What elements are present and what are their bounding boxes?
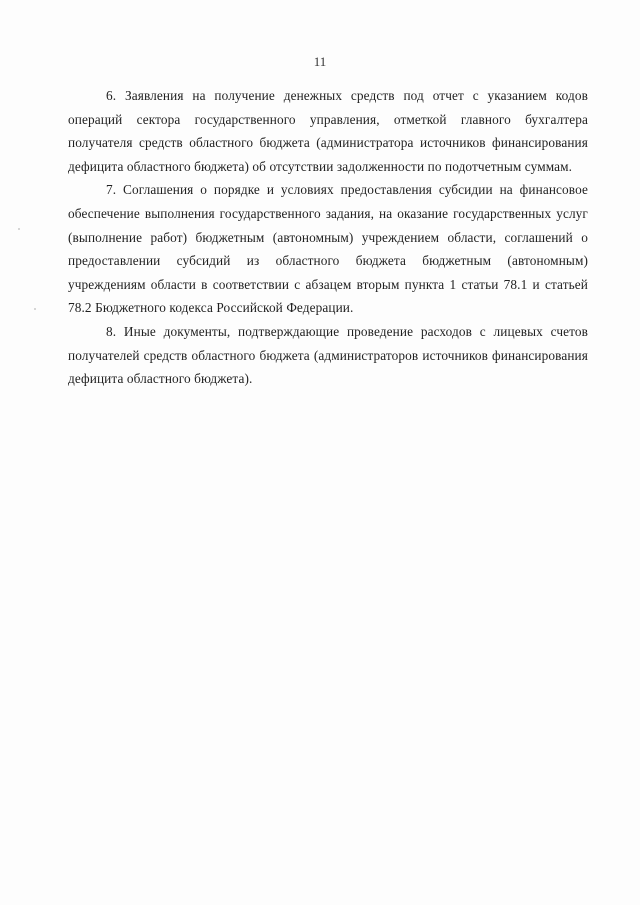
paragraph-8: 8. Иные документы, подтверждающие проведение расходов с лицевых счетов получателей средств областного бюджета (администраторов источников финансирования дефицита областного бюджета). <box>68 323 588 387</box>
scan-speck <box>18 228 20 230</box>
document-body <box>68 84 588 391</box>
page-number: 11 <box>313 54 327 69</box>
paragraph-7: 7. Соглашения о порядке и условиях предоставления субсидии на финансовое обеспечение выполнения государственного задания, на оказание государственных услуг (выполнение работ) бюджетным (автономным) учреждением области, соглашений о предоставлении субсидий из областного бюджета бюджетным (автономным) учреждениям области в соответствии с абзацем вторым пункта 1 статьи 78.1 и статьей 78.2 Бюджетного кодекса Российской Федерации. <box>68 182 588 316</box>
paragraph-6: 6. Заявления на получение денежных средств под отчет с указанием кодов операций сектора государственного управления, отметкой главного бухгалтера получателя средств областного бюджета (администратора источников финансирования дефицита областного бюджета) об отсутствии задолженности по подотчетным суммам. <box>68 88 588 174</box>
scan-speck <box>34 308 36 310</box>
